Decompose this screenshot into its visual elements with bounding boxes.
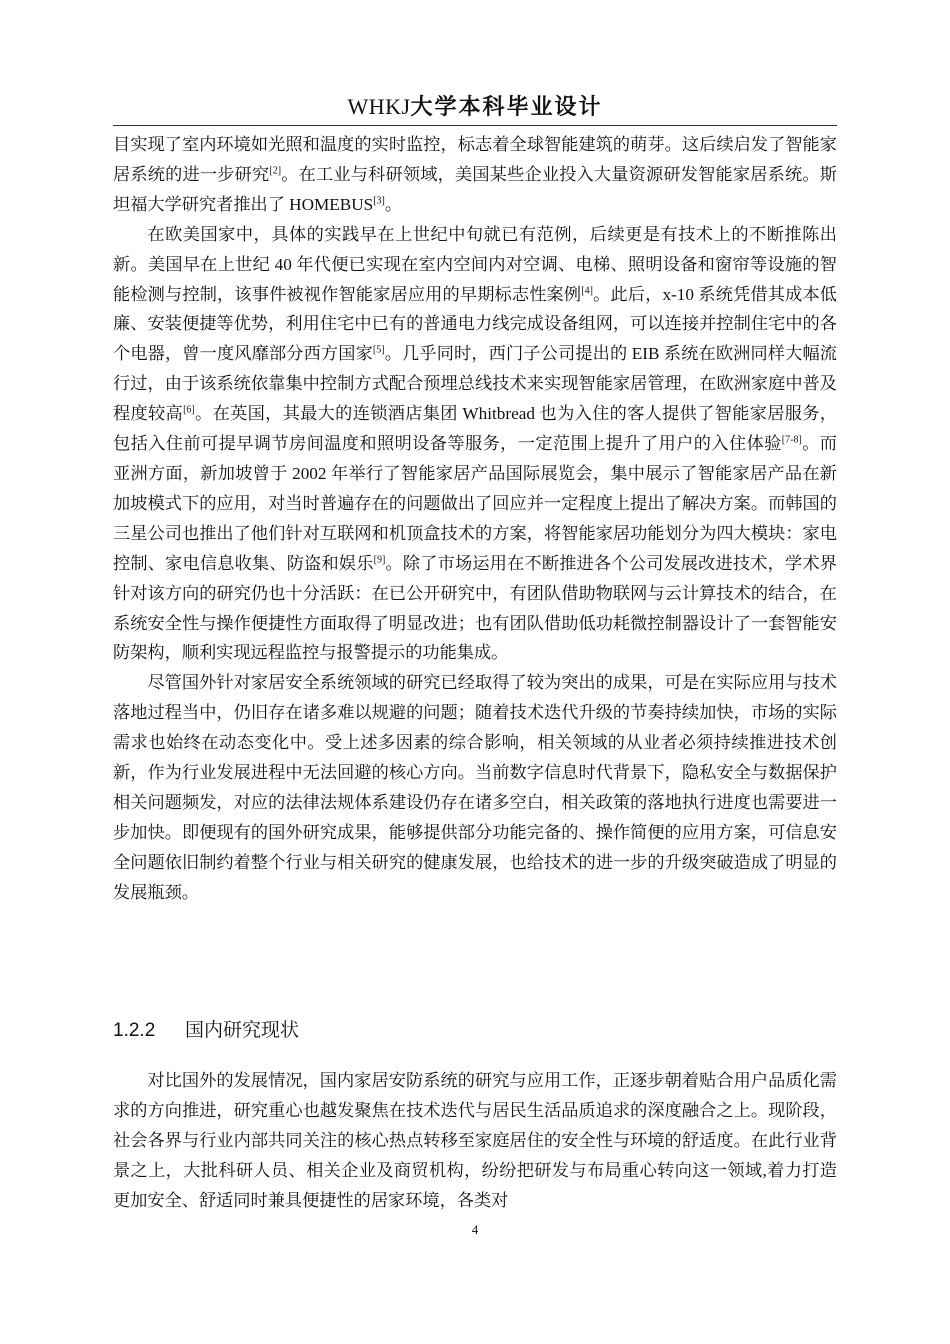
body-text (113, 130, 837, 908)
paragraph-text: 目实现了室内环境如光照和温度的实时监控，标志着全球智能建筑的萌芽。这后续启发了智能家居系统的进一步研究 (113, 135, 837, 184)
section-number: 1.2.2 (113, 1020, 156, 1041)
paragraph-text: 。在工业与科研领域，美国某些企业投入大量资源研发智能家居系统。斯坦福大学研究者推出了 HOMEBUS (113, 164, 837, 214)
paragraph-text: 。而亚洲方面，新加坡曾于 2002 年举行了智能家居产品国际展览会，集中展示了智能家居产品在新加坡模式下的应用，对当时普遍存在的问题做出了回应并一定程度上提出了解决方案。而韩国的三星公司也推出了他们针对互联网和机顶盒技术的方案，将智能家居功能划分为四大模块：家电控制、家电信息收集、防盗和娱乐 (113, 434, 837, 573)
citation-ref: [9] (373, 553, 386, 565)
paragraph-text: 。 (384, 194, 403, 214)
page-number: 4 (471, 1222, 479, 1237)
citation-ref: [3] (373, 195, 385, 207)
header-rule (113, 125, 837, 126)
header-code: WHKJ (347, 94, 411, 119)
section-body (113, 1066, 837, 1216)
header-title: 大学本科毕业设计 (410, 95, 603, 120)
paragraph-text: 尽管国外针对家居安全系统领域的研究已经取得了较为突出的成果，可是在实际应用与技术落地过程当中，仍旧存在诸多难以规避的问题；随着技术迭代升级的节奏持续加快，市场的实际需求也始终在动态变化中。受上述多因素的综合影响，相关领域的从业者必须持续推进技术创新，作为行业发展进程中无法回避的核心方向。当前数字信息时代背景下，隐私安全与数据保护相关问题频发，对应的法律法规体系建设仍存在诸多空白，相关政策的落地执行进度也需要进一步加快。即便现有的国外研究成果，能够提供部分功能完备的、操作简便的应用方案，可信息安全问题依旧制约着整个行业与相关研究的健康发展，也给技术的进一步的升级突破造成了明显的发展瓶颈。 (113, 673, 837, 902)
paragraph-2 (113, 220, 837, 669)
section-title: 国内研究现状 (185, 1019, 300, 1041)
citation-ref: [7-8] (781, 434, 802, 446)
citation-ref: [2] (269, 165, 282, 177)
citation-ref: [5] (372, 344, 385, 356)
paragraph-text: 。除了市场运用在不断推进各个公司发展改进技术，学术界针对该方向的研究仍也十分活跃：在已公开研究中，有团队借助物联网与云计算技术的结合，在系统安全性与操作便捷性方面取得了明显改进；也有团队借助低功耗微控制器设计了一套智能安防架构，顺利实现远程监控与报警提示的功能集成。 (113, 553, 837, 663)
paragraph-text: 。在英国，其最大的连锁酒店集团 Whitbread 也为入住的客人提供了智能家居服务，包括入住前可提早调节房间温度和照明设备等服务，一定范围上提升了用户的入住体验 (113, 404, 837, 454)
paragraph-text: 。此后，x-10 系统凭借其成本低廉、安装便捷等优势，利用住宅中已有的普通电力线完成设备组网，可以连接并控制住宅中的各个电器，曾一度风靡部分西方国家 (113, 284, 837, 364)
paragraph-1 (113, 130, 837, 220)
paragraph-text: 在欧美国家中，具体的实践早在上世纪中旬就已有范例，后续更是有技术上的不断推陈出新。美国早在上世纪 40 年代便已实现在室内空间内对空调、电梯、照明设备和窗帘等设施的智能检测与控制，该事件被视作智能家居应用的早期标志性案例 (113, 224, 837, 304)
section-paragraph: 对比国外的发展情况，国内家居安防系统的研究与应用工作，正逐步朝着贴合用户品质化需求的方向推进，研究重心也越发聚焦在技术迭代与居民生活品质追求的深度融合之上。现阶段，社会各界与行业内部共同关注的核心热点转移至家庭居住的安全性与环境的舒适度。在此行业背景之上，大批科研人员、相关企业及商贸机构，纷纷把研发与布局重心转向这一领域,着力打造更加安全、舒适同时兼具便捷性的居家环境，各类对 (113, 1071, 837, 1210)
section-heading (113, 1013, 837, 1048)
citation-ref: [4] (581, 284, 593, 296)
citation-ref: [6] (183, 404, 195, 416)
paragraph-text: 。几乎同时，西门子公司提出的 EIB 系统在欧洲同样大幅流行过，由于该系统依靠集中控制方式配合预埋总线技术来实现智能家居管理，在欧洲家庭中普及程度较高 (113, 344, 837, 424)
page-header (0, 90, 950, 121)
paragraph-3 (113, 668, 837, 907)
